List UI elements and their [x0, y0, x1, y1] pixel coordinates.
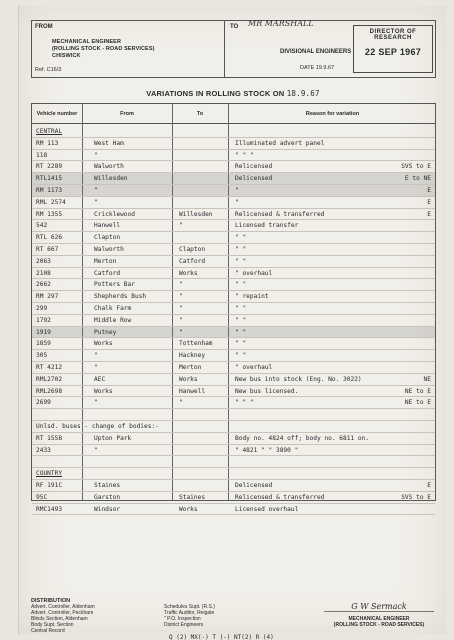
cell-reason: " overhaul: [235, 269, 273, 277]
cell-vehicle: RF 191C: [36, 482, 63, 489]
cell-from: Merton: [94, 257, 117, 265]
to-label: TO: [230, 24, 239, 30]
col-header-to: To: [196, 111, 204, 117]
cell-vehicle: RML2698: [36, 387, 63, 395]
cell-vehicle: RM 1355: [36, 210, 63, 218]
table-row: [32, 409, 435, 421]
cell-reason: " ": [235, 352, 247, 360]
cell-from: Garston: [94, 493, 121, 501]
header-box: [31, 20, 436, 78]
cell-from: Potters Bar: [94, 281, 135, 289]
table-row: [32, 268, 435, 280]
cell-to: ": [179, 305, 183, 312]
variations-table: [31, 103, 436, 513]
cell-reason: Body no. 4824 off; body no. 6811 on.: [235, 434, 370, 442]
col-header-reason: Reason for variation: [305, 111, 360, 117]
table-row: [32, 138, 435, 150]
cell-from: Shepherds Bush: [94, 293, 147, 301]
cell-reason: " ": [235, 234, 247, 242]
table-row: [32, 173, 435, 185]
cell-from: Hanwell: [94, 222, 121, 230]
cell-from: ": [94, 446, 98, 454]
cell-to: ": [179, 281, 183, 289]
distribution-item: Schedules Supt. (R.S.): [164, 604, 215, 610]
cell-vehicle: 2662: [36, 281, 51, 289]
title-date: 18.9.67: [286, 89, 320, 98]
received-stamp: [353, 25, 433, 73]
cell-vehicle: RM 297: [36, 293, 59, 301]
table-row: [32, 150, 435, 162]
cell-from: Cricklewood: [94, 210, 135, 218]
cell-from: West Ham: [94, 139, 124, 147]
cell-to: ": [179, 293, 183, 301]
cell-to: Works: [179, 505, 198, 513]
table-row: [32, 350, 435, 362]
distribution-item: Body Supt. Section: [31, 622, 74, 628]
cell-vehicle: RM 1173: [36, 187, 63, 194]
cell-vehicle: RTL 626: [36, 234, 63, 242]
table-row: [32, 456, 435, 468]
cell-from: AEC: [94, 375, 106, 383]
reference: Ref. C16/3: [35, 67, 62, 73]
cell-to: Catford: [179, 257, 206, 265]
cell-to: ": [179, 399, 183, 407]
cell-reason: Licensed overhaul: [235, 505, 299, 513]
cell-reason: " " ": [235, 399, 254, 407]
signatory-line: (ROLLING STOCK - ROAD SERVICES): [333, 622, 425, 628]
cell-vehicle: 1919: [36, 328, 51, 336]
cell-vehicle: 2108: [36, 269, 51, 277]
from-label: FROM: [35, 24, 53, 30]
cell-vehicle: RMC1493: [36, 505, 63, 513]
cell-to: Staines: [179, 493, 206, 501]
cell-vehicle: 2063: [36, 257, 51, 265]
table-row: [32, 386, 435, 398]
cell-from: Works: [94, 340, 113, 348]
cell-vehicle: RT 4212: [36, 364, 63, 371]
cell-transfer-code: NE: [423, 375, 431, 383]
cell-vehicle: 1792: [36, 316, 51, 324]
cell-reason: Relicensed: [235, 163, 273, 171]
cell-from: Putney: [94, 328, 117, 336]
table-row: [32, 397, 435, 409]
cell-vehicle: 2699: [36, 399, 51, 407]
signatory-title: [324, 616, 434, 628]
handwritten-note: MR MARSHALL: [248, 19, 314, 28]
cell-vehicle: RT 1558: [36, 434, 63, 442]
cell-reason: " ": [235, 340, 247, 348]
cell-vehicle: 1859: [36, 340, 51, 348]
table-row: [32, 291, 435, 303]
table-row: [32, 232, 435, 244]
cell-reason: " overhaul: [235, 364, 273, 371]
cell-vehicle: RM 113: [36, 139, 59, 147]
distribution-codes: Q (2) MX(-) T (-) NT(2) R (4): [169, 634, 274, 640]
table-row: [32, 374, 435, 386]
table-row: [32, 468, 435, 480]
stamp-date: 22 SEP 1967: [364, 47, 422, 57]
cell-reason: Delicensed: [235, 482, 273, 489]
table-row: [32, 315, 435, 327]
cell-vehicle: 2433: [36, 446, 51, 454]
cell-vehicle: RML2702: [36, 375, 63, 383]
cell-from: Middle Row: [94, 316, 132, 324]
from-line-2: (ROLLING STOCK - ROAD SERVICES): [52, 46, 155, 52]
cell-vehicle: CENTRAL: [36, 128, 63, 135]
table-row: [32, 480, 435, 492]
stamp-line-2: RESEARCH: [374, 35, 412, 41]
cell-reason: ": [235, 198, 239, 206]
cell-reason: " " ": [235, 151, 254, 159]
cell-reason: New bus licensed.: [235, 387, 299, 395]
cell-to: Willesden: [179, 210, 213, 218]
cell-to: ": [179, 222, 183, 230]
table-header: [32, 104, 435, 124]
cell-reason: " 4821 " " 3890 ": [235, 446, 299, 454]
cell-reason: ": [235, 187, 239, 194]
cell-reason: New bus into stock (Eng. No. 3022): [235, 375, 362, 383]
cell-vehicle: COUNTRY: [36, 470, 63, 478]
cell-from: Staines: [94, 482, 121, 489]
cell-reason: Licensed transfer: [235, 222, 299, 230]
cell-from: ": [94, 151, 98, 159]
cell-vehicle: 299: [36, 305, 48, 312]
cell-from: Upton Park: [94, 434, 132, 442]
cell-transfer-code: E: [427, 198, 431, 206]
cell-to: Hanwell: [179, 387, 206, 395]
table-row: [32, 421, 435, 433]
cell-reason: " repaint: [235, 293, 269, 301]
table-row: [32, 433, 435, 445]
cell-vehicle: RT 2289: [36, 163, 63, 171]
cell-vehicle: RTL1415: [36, 175, 63, 183]
table-row: [32, 209, 435, 221]
cell-transfer-code: NE to E: [404, 399, 431, 407]
stamp-line-1: DIRECTOR OF: [369, 29, 417, 35]
document-sheet: [18, 6, 446, 640]
cell-transfer-code: SVS to E: [401, 493, 431, 501]
cell-vehicle: RML 2574: [36, 198, 66, 206]
table-row: [32, 362, 435, 374]
cell-to: Tottenham: [179, 340, 213, 348]
cell-reason: " ": [235, 257, 247, 265]
table-row: [32, 126, 435, 138]
cell-transfer-code: E: [427, 210, 431, 218]
header-date: DATE 19.9.67: [300, 65, 335, 71]
cell-from: ": [94, 399, 98, 407]
cell-to: Works: [179, 269, 198, 277]
cell-reason: " ": [235, 316, 247, 324]
from-line-3: CHISWICK: [52, 53, 81, 59]
from-line-1: MECHANICAL ENGINEER: [52, 39, 122, 45]
cell-vehicle: RT 667: [36, 246, 59, 253]
cell-from: ": [94, 364, 98, 371]
cell-reason: " ": [235, 305, 247, 312]
table-row: [32, 161, 435, 173]
cell-transfer-code: SVS to E: [401, 163, 431, 171]
signature: G W Sermack: [324, 602, 434, 612]
distribution-item: Central Record: [31, 628, 65, 634]
table-row: [32, 504, 435, 516]
cell-to: Hackney: [179, 352, 206, 360]
cell-from: ": [94, 352, 98, 360]
cell-from: Works: [94, 387, 113, 395]
table-row: [32, 197, 435, 209]
cell-from: ": [94, 198, 98, 206]
cell-reason: " ": [235, 281, 247, 289]
cell-from: Walworth: [94, 163, 124, 171]
cell-to: ": [179, 328, 183, 336]
cell-from: Walworth: [94, 246, 124, 253]
cell-transfer-code: NE to E: [404, 387, 431, 395]
cell-from: Willesden: [94, 175, 128, 183]
cell-from: Chalk Farm: [94, 305, 132, 312]
cell-vehicle: Unlsd. buses - change of bodies:-: [36, 423, 159, 430]
table-row: [32, 185, 435, 197]
cell-reason: Relicensed & transferred: [235, 493, 325, 501]
cell-vehicle: 542: [36, 222, 48, 230]
from-section: [32, 21, 225, 77]
to-destination: DIVISIONAL ENGINEERS: [280, 49, 352, 55]
signatory-line: MECHANICAL ENGINEER: [348, 616, 410, 622]
table-row: [32, 279, 435, 291]
distribution-item: Advert. Controller, Peckham: [31, 610, 94, 616]
table-row: [32, 303, 435, 315]
col-header-vehicle: Vehicle number: [36, 111, 78, 117]
cell-reason: Delicensed: [235, 175, 273, 183]
cell-reason: " ": [235, 328, 247, 336]
cell-vehicle: 118: [36, 151, 48, 159]
cell-to: Works: [179, 375, 198, 383]
distribution-list: [31, 598, 95, 634]
title-text: VARIATIONS IN ROLLING STOCK ON: [146, 89, 285, 98]
distribution-title: DISTRIBUTION: [31, 598, 71, 604]
cell-to: Merton: [179, 364, 202, 371]
cell-from: Catford: [94, 269, 121, 277]
distribution-item: " P.O. Inspection: [164, 616, 201, 622]
cell-from: Clapton: [94, 234, 121, 242]
table-row: [32, 220, 435, 232]
table-row: [32, 244, 435, 256]
cell-reason: " ": [235, 246, 247, 253]
cell-transfer-code: E: [427, 187, 431, 194]
cell-reason: Relicensed & transferred: [235, 210, 325, 218]
cell-vehicle: 305: [36, 352, 48, 360]
cell-from: ": [94, 187, 98, 194]
cell-to: ": [179, 316, 183, 324]
table-row: [32, 338, 435, 350]
table-row: [32, 327, 435, 339]
distribution-item: Traffic Auditor, Reigate: [164, 610, 215, 616]
distribution-list-2: [164, 604, 215, 628]
cell-vehicle: 95C: [36, 493, 48, 501]
cell-transfer-code: E: [427, 482, 431, 489]
document-title: [19, 89, 447, 98]
distribution-item: District Engineers: [164, 622, 204, 628]
distribution-item: Blinds Section, Aldenham: [31, 616, 88, 622]
table-row: [32, 492, 435, 504]
cell-to: Clapton: [179, 246, 206, 253]
table-row: [32, 445, 435, 457]
cell-reason: Illuminated advert panel: [235, 139, 325, 147]
cell-from: Windsor: [94, 505, 121, 513]
col-header-from: From: [120, 111, 134, 117]
table-row: [32, 256, 435, 268]
distribution-item: Advert. Controller, Aldenham: [31, 604, 95, 610]
cell-transfer-code: E to NE: [404, 175, 431, 183]
